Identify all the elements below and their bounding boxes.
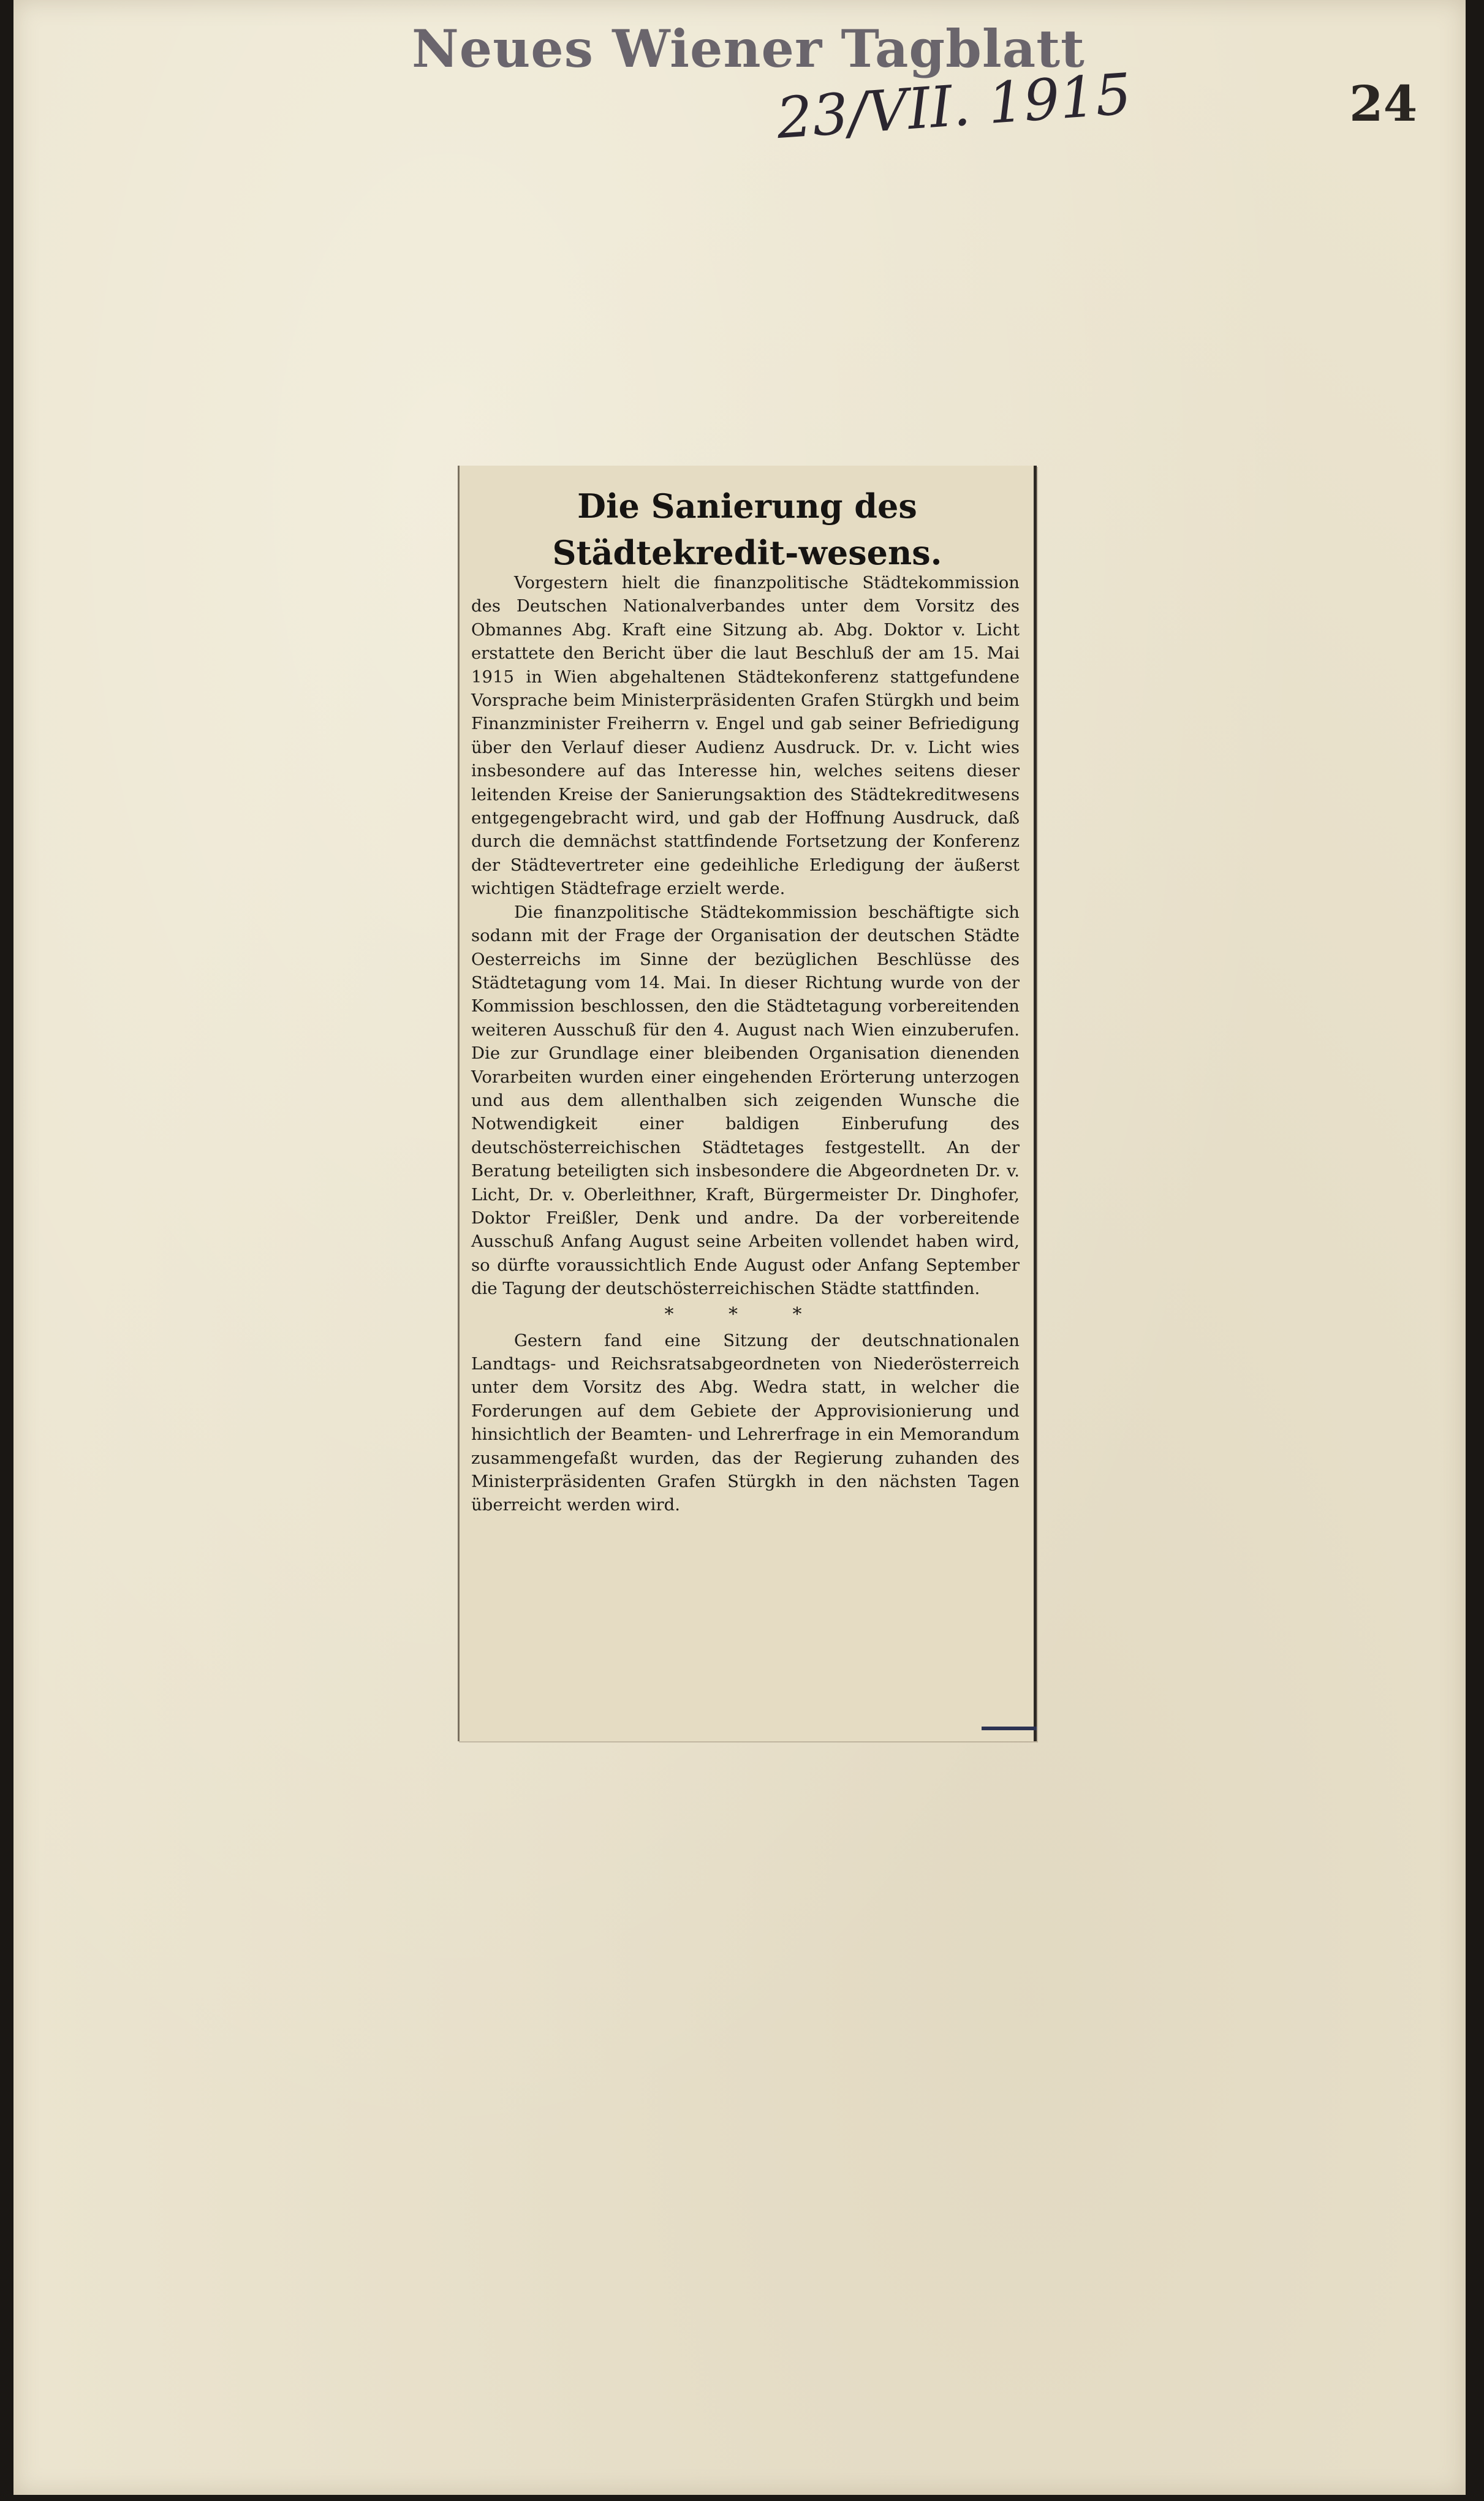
- archive-page: [13, 0, 1466, 2495]
- article-separator: * * *: [664, 1303, 827, 1325]
- newspaper-stamp: Neues Wiener Tagblatt: [412, 18, 1085, 79]
- article-body: [471, 571, 1020, 1517]
- clipping-right-rule: [1034, 466, 1037, 1741]
- page-number: 24: [1349, 75, 1418, 132]
- clipping-ink-mark: [982, 1727, 1037, 1730]
- newspaper-clipping: [458, 466, 1037, 1741]
- clipping-left-rule: [458, 466, 460, 1741]
- article-paragraph: Vorgestern hielt die finanzpolitische Städtekommission des Deutschen Nationalverbandes unter dem Vorsitz des Obmannes Abg. Kraft eine Sitzung ab. Abg. Doktor v. Licht erstattete den Bericht über die laut Beschluß der am 15. Mai 1915 in Wien abgehaltenen Städtekonferenz stattgefundene Vorsprache beim Ministerpräsidenten Grafen Stürgkh und beim Finanzminister Freiherrn v. Engel und gab seiner Befriedigung über den Verlauf dieser Audienz Ausdruck. Dr. v. Licht wies insbesondere auf das Interesse hin, welches seitens dieser leitenden Kreise der Sanierungsaktion des Städtekreditwesens entgegengebracht wird, und gab der Hoffnung Ausdruck, daß durch die demnächst stattfindende Fortsetzung der Konferenz der Städtevertreter eine gedeihliche Erledigung der äußerst wichtigen Städtefrage erzielt werde.: [471, 573, 1020, 899]
- article-headline: Die Sanierung des Städtekredit-wesens.: [552, 486, 942, 572]
- article-paragraph: Gestern fand eine Sitzung der deutschnationalen Landtags- und Reichsratsabgeordneten von Niederösterreich unter dem Vorsitz des Abg. Wedra statt, in welcher die Forderungen auf dem Gebiete der Approvisionierung und hinsichtlich der Beamten- und Lehrerfrage in ein Memorandum zusammengefaßt wurden, das der Regierung zuhanden des Ministerpräsidenten Grafen Stürgkh in den nächsten Tagen überreicht werden wird.: [471, 1330, 1020, 1515]
- article-paragraph: Die finanzpolitische Städtekommission beschäftigte sich sodann mit der Frage der Organisation der deutschen Städte Oesterreichs im Sinne der bezüglichen Beschlüsse des Städtetagung vom 14. Mai. In dieser Richtung wurde von der Kommission beschlossen, den die Städtetagung vorbereitenden weiteren Ausschuß für den 4. August nach Wien einzuberufen. Die zur Grundlage einer bleibenden Organisation dienenden Vorarbeiten wurden einer eingehenden Erörterung unterzogen und aus dem allenthalben sich zeigenden Wunsche die Notwendigkeit einer baldigen Einberufung des deutschösterreichischen Städtetages festgestellt. An der Beratung beteiligten sich insbesondere die Abgeordneten Dr. v. Licht, Dr. v. Oberleithner, Kraft, Bürgermeister Dr. Dinghofer, Doktor Freißler, Denk und andre. Da der vorbereitende Ausschuß Anfang August seine Arbeiten vollendet haben wird, so dürfte voraussichtlich Ende August oder Anfang September die Tagung der deutschösterreichischen Städte stattfinden.: [471, 902, 1020, 1299]
- handwritten-date: 23/VII. 1915: [774, 61, 1134, 152]
- edge-mark: [0, 475, 9, 480]
